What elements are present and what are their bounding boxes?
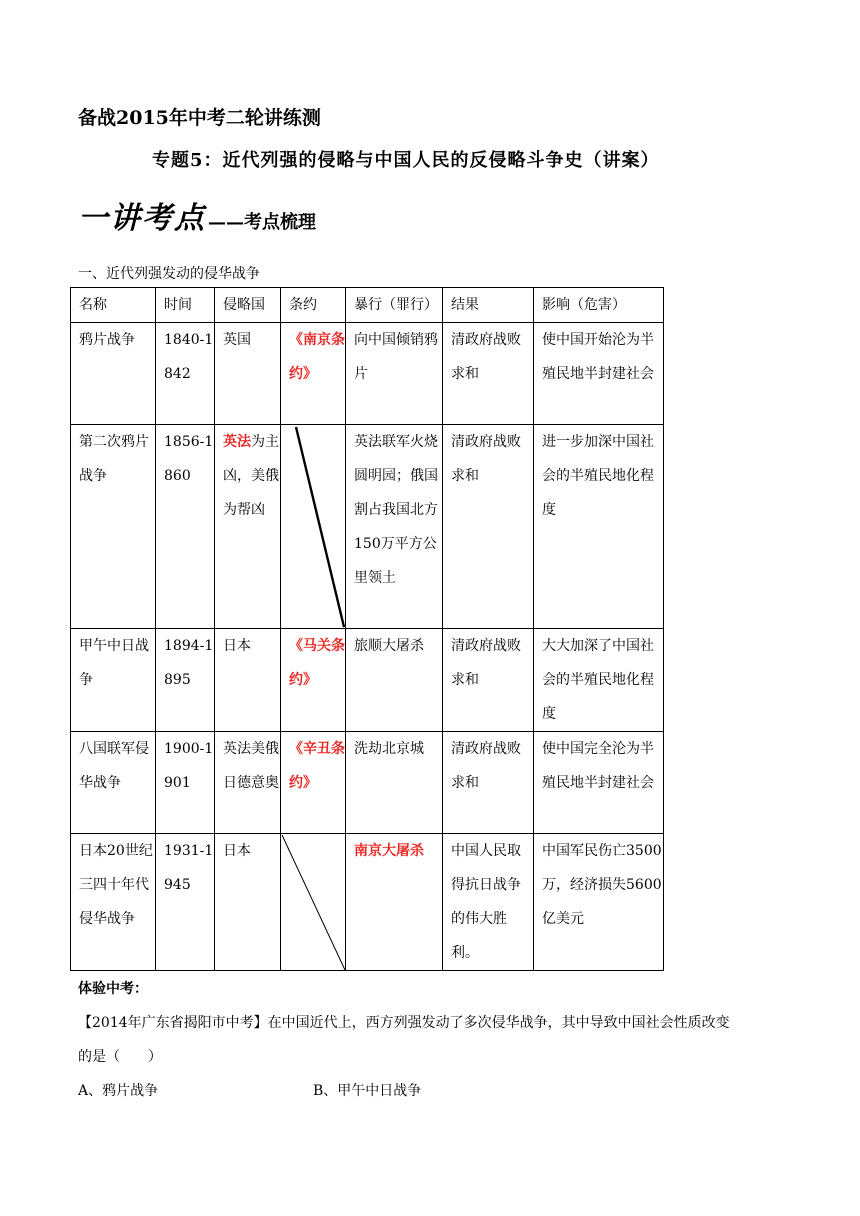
cell-name: 第二次鸦片战争: [71, 425, 156, 629]
cell-impact: 大大加深了中国社会的半殖民地化程度: [534, 629, 664, 732]
cell-atrocity: 向中国倾销鸦片: [346, 323, 443, 425]
cell-time: 1900-1901: [156, 732, 215, 834]
option-a: A、鸦片战争: [78, 1083, 159, 1099]
cell-impact: 使中国开始沦为半殖民地半封建社会: [534, 323, 664, 425]
cell-impact: 中国军民伤亡3500万，经济损失5600亿美元: [534, 834, 664, 971]
cell-time: 1894-1895: [156, 629, 215, 732]
country-rest: 为主凶，美俄为帮凶: [223, 434, 279, 518]
cell-name: 八国联军侵华战争: [71, 732, 156, 834]
cell-time: 1840-1842: [156, 323, 215, 425]
section-heading-main: 一讲考点: [78, 201, 206, 236]
topic-subtitle: 专题5：近代列强的侵略与中国人民的反侵略斗争史（讲案）: [152, 150, 660, 171]
cell-atrocity: 南京大屠杀: [346, 834, 443, 971]
header-country: 侵略国: [215, 288, 281, 323]
cell-result: 清政府战败求和: [443, 425, 534, 629]
cell-country: 英国: [215, 323, 281, 425]
header-treaty: 条约: [281, 288, 346, 323]
question-text-cont: 的是（ ）: [78, 1049, 162, 1065]
cell-result: 中国人民取得抗日战争的伟大胜利。: [443, 834, 534, 971]
document-title: 备战2015年中考二轮讲练测: [78, 107, 321, 129]
question-text: 【2014年广东省揭阳市中考】在中国近代上，西方列强发动了多次侵华战争，其中导致中国社会性质改变: [78, 1015, 730, 1031]
option-b: B、甲午中日战争: [313, 1083, 422, 1099]
table-row: [71, 732, 664, 834]
cell-name: 鸦片战争: [71, 323, 156, 425]
cell-impact: 进一步加深中国社会的半殖民地化程度: [534, 425, 664, 629]
table-header-row: [71, 288, 664, 323]
table-row: [71, 425, 664, 629]
cell-time: 1931-1945: [156, 834, 215, 971]
cell-treaty-empty: [281, 425, 346, 629]
cell-treaty: 《辛丑条约》: [281, 732, 346, 834]
header-atrocity: 暴行（罪行）: [346, 288, 443, 323]
diagonal-slash: [281, 834, 346, 971]
cell-country: 日本: [215, 834, 281, 971]
cell-name: 甲午中日战争: [71, 629, 156, 732]
cell-country: 日本: [215, 629, 281, 732]
table-row: [71, 323, 664, 425]
cell-atrocity: 洗劫北京城: [346, 732, 443, 834]
header-name: 名称: [71, 288, 156, 323]
cell-result: 清政府战败求和: [443, 732, 534, 834]
table-caption: 一、近代列强发动的侵华战争: [78, 266, 260, 282]
header-impact: 影响（危害）: [534, 288, 664, 323]
cell-atrocity: 英法联军火烧圆明园；俄国割占我国北方150万平方公里领土: [346, 425, 443, 629]
highlight-country: 英法: [223, 434, 251, 450]
cell-treaty-empty: [281, 834, 346, 971]
cell-name: 日本20世纪三四十年代侵华战争: [71, 834, 156, 971]
wars-table: [70, 287, 664, 971]
cell-time: 1856-1860: [156, 425, 215, 629]
cell-country: [215, 425, 281, 629]
section-heading: [78, 193, 316, 237]
cell-treaty: 《南京条约》: [281, 323, 346, 425]
cell-result: 清政府战败求和: [443, 629, 534, 732]
table-row: [71, 834, 664, 971]
table-row: [71, 629, 664, 732]
diagonal-slash: [281, 425, 346, 629]
cell-impact: 使中国完全沦为半殖民地半封建社会: [534, 732, 664, 834]
cell-country: 英法美俄日德意奥: [215, 732, 281, 834]
section-heading-sub: ——考点梳理: [208, 212, 316, 233]
cell-result: 清政府战败求和: [443, 323, 534, 425]
header-result: 结果: [443, 288, 534, 323]
header-time: 时间: [156, 288, 215, 323]
cell-treaty: 《马关条约》: [281, 629, 346, 732]
experience-heading: 体验中考：: [78, 981, 148, 997]
cell-atrocity: 旅顺大屠杀: [346, 629, 443, 732]
